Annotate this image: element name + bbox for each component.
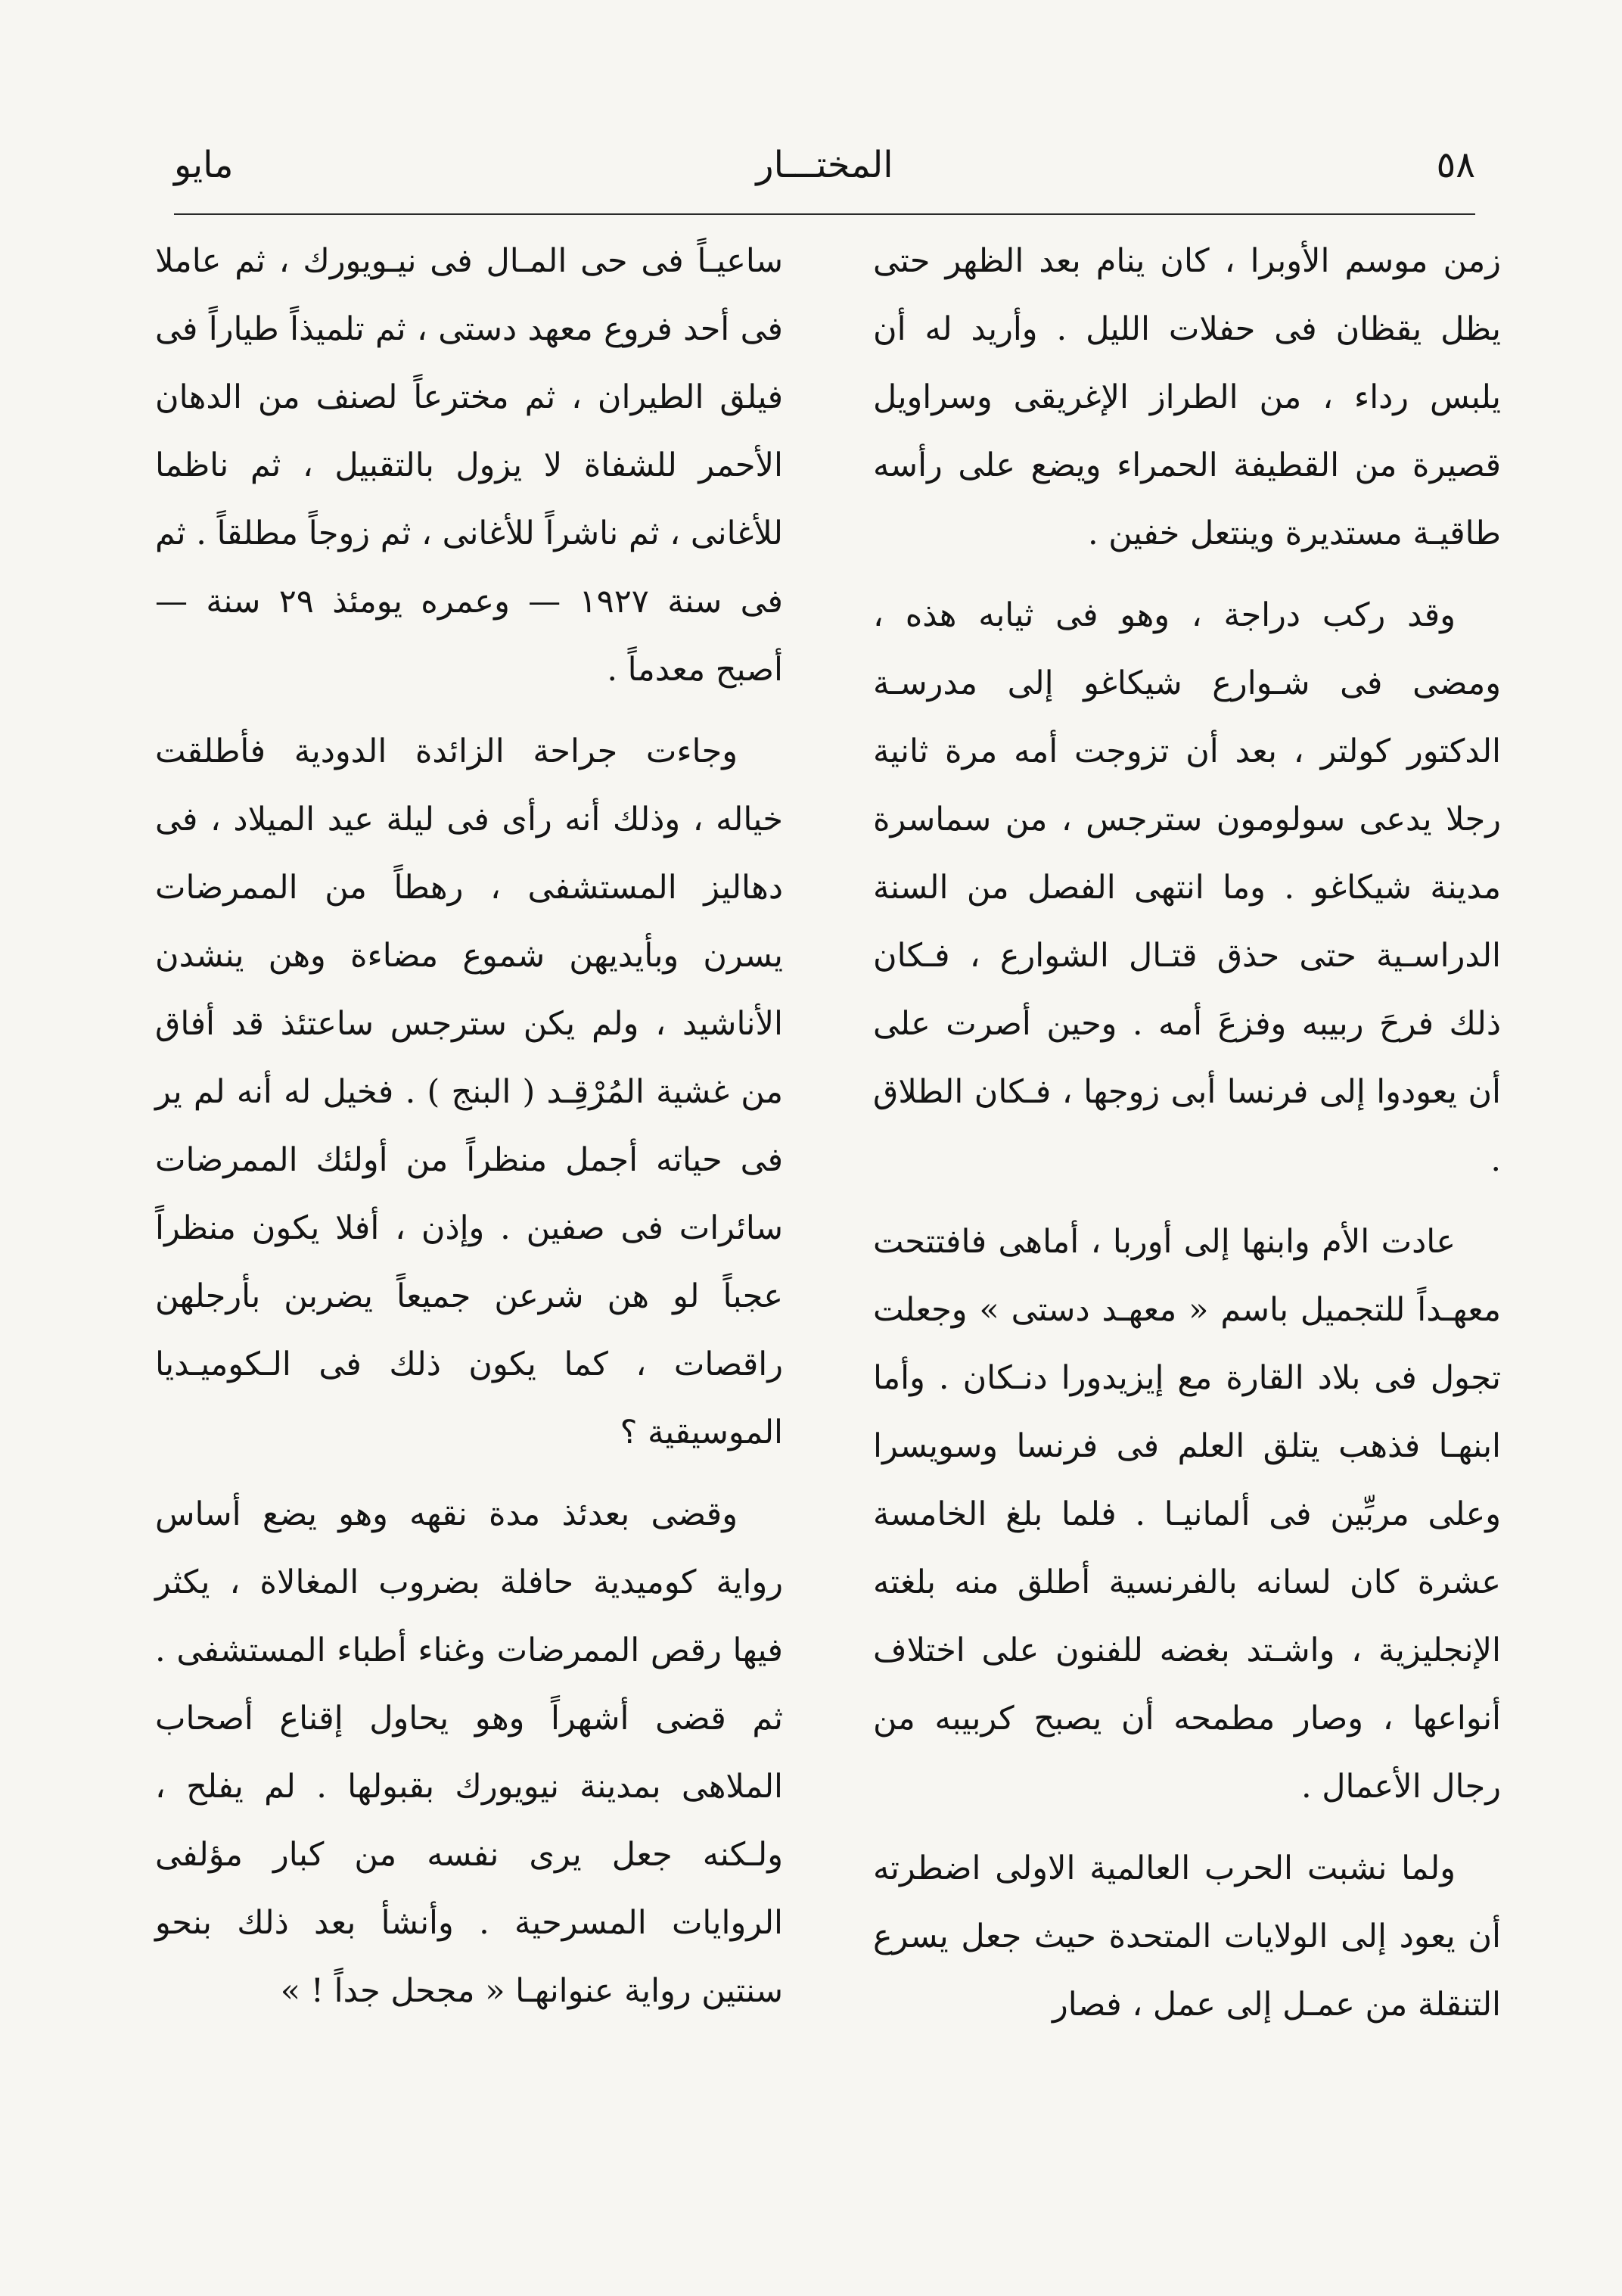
paragraph: وقد ركب دراجة ، وهو فى ثيابه هذه ، ومضى فى شـوارع شيكاغو إلى مدرسـة الدكتور كولتر ، بعد أن تزوجت أمه مرة ثانية رجلا يدعى سولومون سترجس ، من سماسرة مدينة شيكاغو . وما انتهى الفصل من السنة الدراسـية حتى حذق قتـال الشوارع ، فـكان ذلك فرحَ ربيبه وفزعَ أمه . وحين أصرت على أن يعودوا إلى فرنسا أبى زوجها ، فـكان الطلاق .: [873, 596, 1501, 1179]
right-column: [873, 227, 1501, 2052]
left-column: [155, 227, 783, 2039]
header-rule: [174, 213, 1475, 215]
paragraph: عادت الأم وابنها إلى أوربا ، أماهى فافتتحت معهـداً للتجميل باسم « معهـد دستى » وجعلت تجول فى بلاد القارة مع إيزيدورا دنـكان . وأما ابنهـا فذهب يتلق العلم فى فرنسا وسويسرا وعلى مربِّين فى ألمانيـا . فلما بلغ الخامسة عشرة كان لسانه بالفرنسية أطلق منه بلغته الإنجليزية ، واشـتد بغضه للفنون على اختلاف أنواعها ، وصار مطمحه أن يصبح كربيبه من رجال الأعمال .: [873, 1223, 1501, 1806]
page-number: ٥٨: [1436, 144, 1475, 186]
paragraph: ساعيـاً فى حى المـال فى نيـويورك ، ثم عاملا فى أحد فروع معهد دستى ، ثم تلميذاً طياراً فى فيلق الطيران ، ثم مخترعاً لصنف من الدهان الأحمر للشفاة لا يزول بالتقبيل ، ثم ناظما للأغانى ، ثم ناشراً للأغانى ، ثم زوجاً مطلقاً . ثم فى سنة ١٩٢٧ — وعمره يومئذ ٢٩ سنة — أصبح معدماً .: [155, 242, 783, 689]
page-header: [174, 144, 1475, 197]
paragraph: ولما نشبت الحرب العالمية الاولى اضطرته أن يعود إلى الولايات المتحدة حيث جعل يسرع التنقلة من عمـل إلى عمل ، فصار: [873, 1850, 1501, 2024]
paragraph: وجاءت جراحة الزائدة الدودية فأطلقت خياله ، وذلك أنه رأى فى ليلة عيد الميلاد ، فى دهاليز المستشفى ، رهطاً من الممرضات يسرن وبأيديهن شموع مضاءة وهن ينشدن الأناشيد ، ولم يكن سترجس ساعتئذ قد أفاق من غشية المُرْقِـد ( البنج ) . فخيل له أنه لم ير فى حياته أجمل منظراً من أولئك الممرضات سائرات فى صفين . وإذن ، أفلا يكون منظراً عجباً لو هن شرعن جميعاً يضربن بأرجلهن راقصات ، كما يكون ذلك فى الـكوميـديا الموسيقية ؟: [155, 733, 783, 1451]
paragraph: وقضى بعدئذ مدة نقهه وهو يضع أساس رواية كوميدية حافلة بضروب المغالاة ، يكثر فيها رقص الممرضات وغناء أطباء المستشفى . ثم قضى أشهراً وهو يحاول إقناع أصحاب الملاهى بمدينة نيويورك بقبولها . لم يفلح ، ولـكنه جعل يرى نفسه من كبار مؤلفى الروايات المسرحية . وأنشأ بعد ذلك بنحو سنتين رواية عنوانهـا « مجحل جداً ! »: [155, 1495, 783, 2010]
running-title: المختـــار: [756, 144, 893, 186]
paragraph: زمن موسم الأوبرا ، كان ينام بعد الظهر حتى يظل يقظان فى حفلات الليل . وأريد له أن يلبس رداء ، من الطراز الإغريقى وسراويل قصيرة من القطيفة الحمراء ويضع على رأسه طاقيـة مستديرة وينتعل خفين .: [873, 242, 1501, 552]
running-month: مايو: [174, 144, 234, 186]
